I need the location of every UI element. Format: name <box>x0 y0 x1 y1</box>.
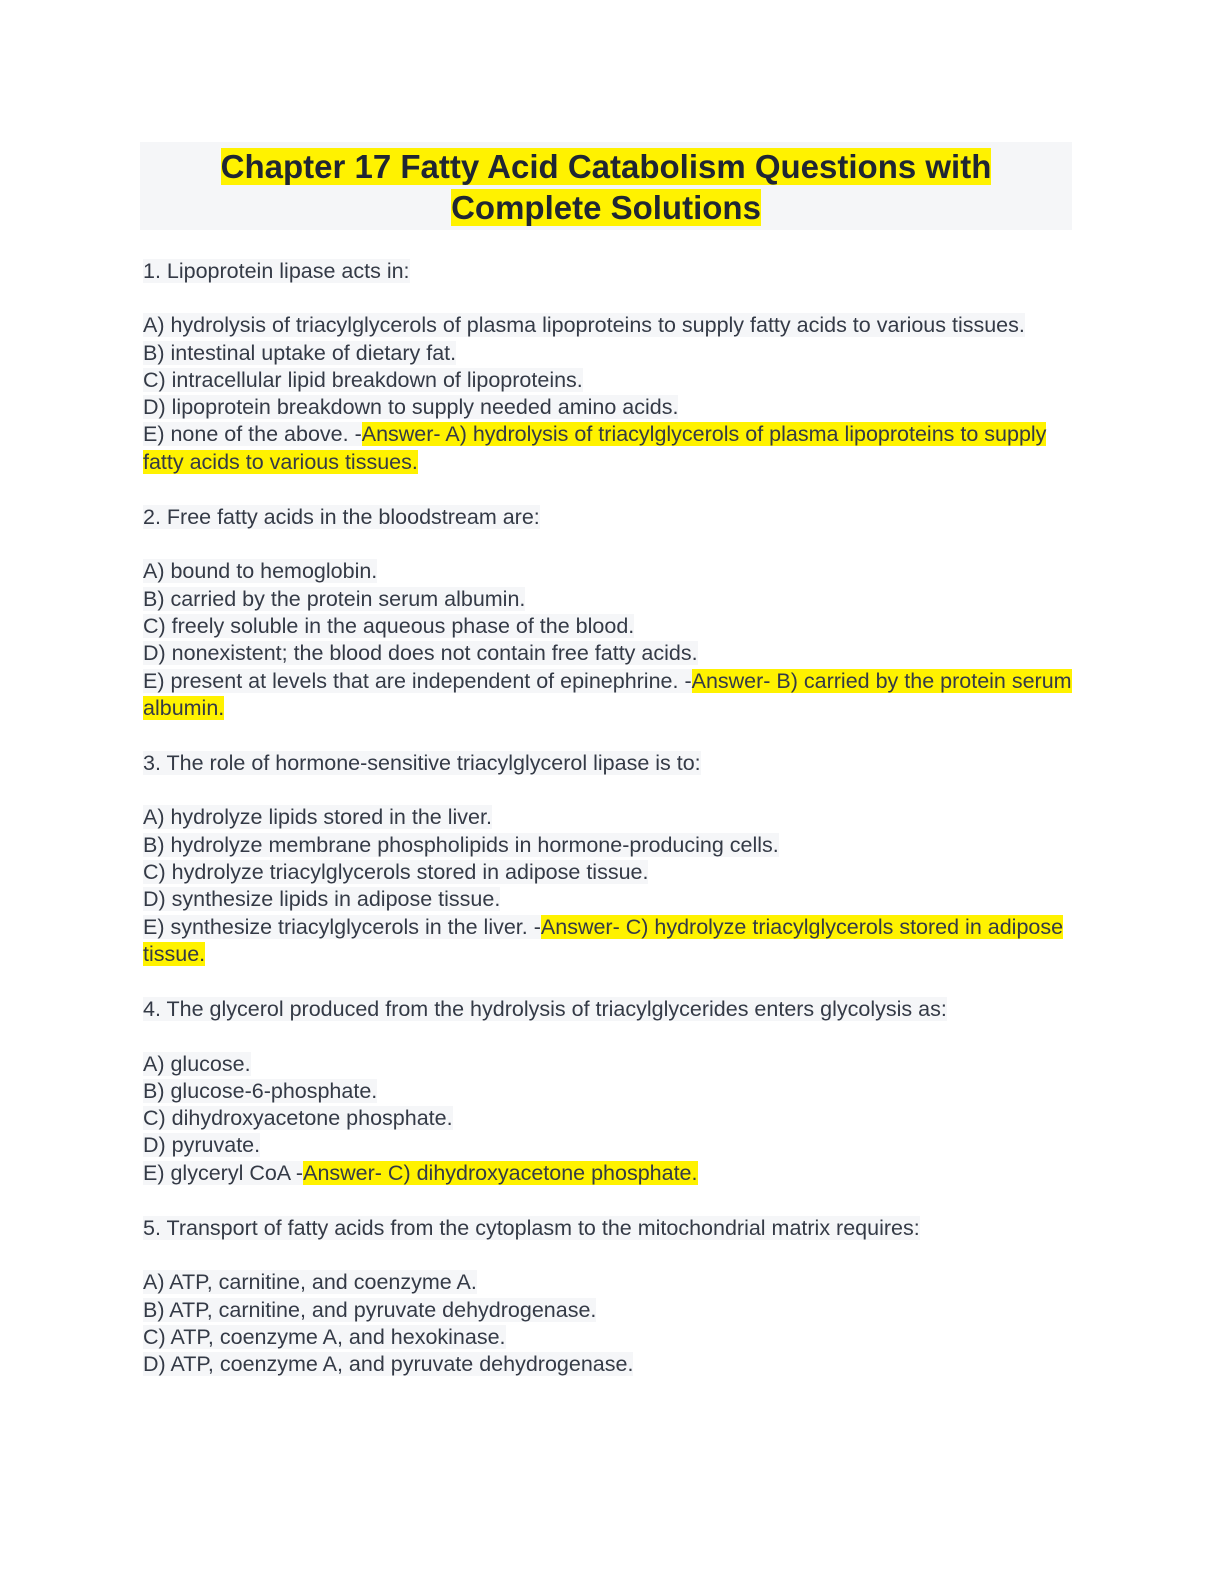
question-list <box>140 258 1072 1379</box>
option-c: C) intracellular lipid breakdown of lipoproteins. <box>143 367 583 392</box>
option-c: C) ATP, coenzyme A, and hexokinase. <box>143 1324 506 1349</box>
option-d: D) lipoprotein breakdown to supply needed amino acids. <box>143 395 679 420</box>
option-a: A) glucose. <box>143 1051 251 1076</box>
question-text: 4. The glycerol produced from the hydrolysis of triacylglycerides enters glycolysis as: <box>143 997 947 1022</box>
option-c: C) freely soluble in the aqueous phase of the blood. <box>143 613 635 638</box>
question-2 <box>143 504 1072 722</box>
question-3 <box>143 750 1072 968</box>
option-a: A) ATP, carnitine, and coenzyme A. <box>143 1270 477 1295</box>
option-d: D) pyruvate. <box>143 1133 261 1158</box>
option-b: B) ATP, carnitine, and pyruvate dehydrogenase. <box>143 1297 597 1322</box>
answer-highlight: Answer- C) dihydroxyacetone phosphate. <box>303 1160 698 1185</box>
page-title-line-2: Complete Solutions <box>451 189 761 226</box>
option-c: C) dihydroxyacetone phosphate. <box>143 1106 453 1131</box>
page-title-line-1: Chapter 17 Fatty Acid Catabolism Questions with <box>220 148 992 185</box>
question-1 <box>143 258 1072 476</box>
option-b: B) carried by the protein serum albumin. <box>143 586 526 611</box>
answer-highlight: Answer- A) hydrolysis of triacylglycerols of plasma lipoproteins to supply fatty acids to various tissues. <box>143 422 1047 474</box>
option-a: A) hydrolyze lipids stored in the liver. <box>143 805 492 830</box>
question-5 <box>143 1215 1072 1378</box>
answer-highlight: Answer- C) hydrolyze triacylglycerols stored in adipose tissue. <box>143 914 1064 966</box>
answer-highlight: Answer- B) carried by the protein serum albumin. <box>143 668 1072 720</box>
option-e: E) glyceryl CoA - <box>143 1160 304 1185</box>
option-a: A) hydrolysis of triacylglycerols of plasma lipoproteins to supply fatty acids to various tissues. <box>143 313 1025 338</box>
option-e: E) none of the above. - <box>143 422 362 447</box>
question-text: 2. Free fatty acids in the bloodstream are: <box>143 505 540 530</box>
option-a: A) bound to hemoglobin. <box>143 559 378 584</box>
title-block <box>140 142 1072 230</box>
option-b: B) glucose-6-phosphate. <box>143 1078 378 1103</box>
question-text: 1. Lipoprotein lipase acts in: <box>143 259 410 283</box>
option-b: B) intestinal uptake of dietary fat. <box>143 340 457 365</box>
option-d: D) synthesize lipids in adipose tissue. <box>143 887 501 912</box>
option-c: C) hydrolyze triacylglycerols stored in adipose tissue. <box>143 860 649 885</box>
option-b: B) hydrolyze membrane phospholipids in hormone-producing cells. <box>143 832 779 857</box>
question-4 <box>143 996 1072 1187</box>
question-text: 3. The role of hormone-sensitive triacylglycerol lipase is to: <box>143 751 701 776</box>
option-e: E) present at levels that are independent of epinephrine. - <box>143 668 692 693</box>
document-page <box>140 142 1072 1379</box>
option-d: D) ATP, coenzyme A, and pyruvate dehydrogenase. <box>143 1352 634 1377</box>
option-e: E) synthesize triacylglycerols in the liver. - <box>143 914 541 939</box>
option-d: D) nonexistent; the blood does not contain free fatty acids. <box>143 641 698 666</box>
question-text: 5. Transport of fatty acids from the cytoplasm to the mitochondrial matrix requires: <box>143 1216 920 1241</box>
